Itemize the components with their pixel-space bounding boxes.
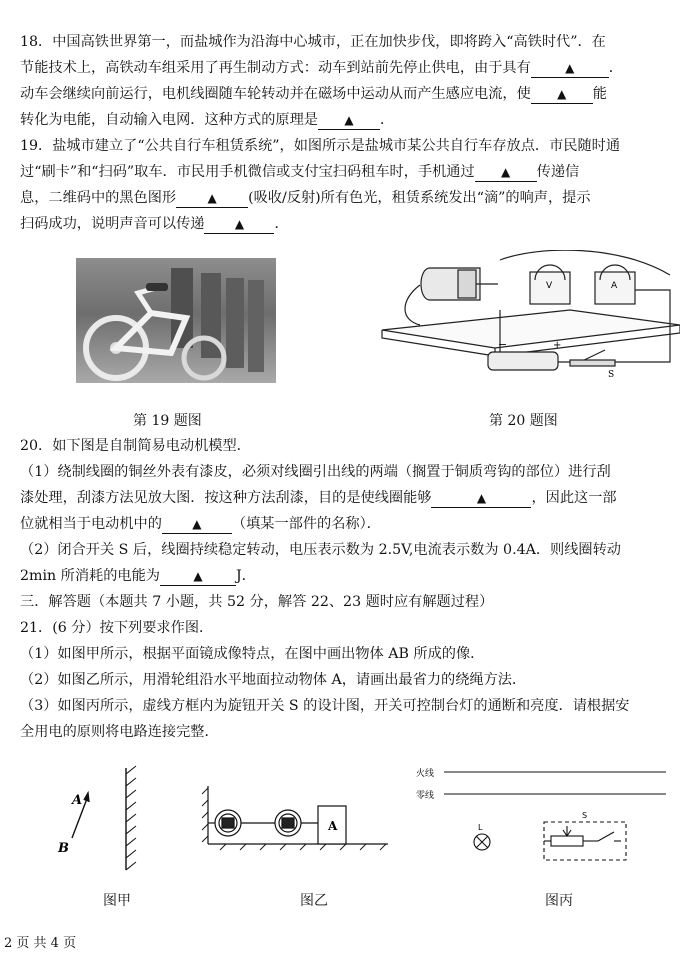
- q21-line4: （3）如图丙所示，虚线方框内为旋钮开关 S 的设计图，开关可控制台灯的通断和亮度．请根据安: [20, 698, 630, 714]
- fig20-caption: 第 20 题图: [489, 413, 558, 429]
- q19-line2: 过“刷卡”和“扫码”取车．市民用手机微信或支付宝扫码租车时，手机通过 ▲ 传递信: [20, 164, 580, 180]
- q21-line1: 21．(6 分）按下列要求作图．: [20, 620, 214, 636]
- voltmeter-label: V: [546, 281, 553, 291]
- neutral-wire-label: 零线: [416, 791, 435, 801]
- plus-label: +: [553, 340, 562, 351]
- answer-blank[interactable]: ▲: [204, 216, 274, 234]
- lamp-label: L: [478, 823, 483, 832]
- q19-line4: 扫码成功，说明声音可以传递 ▲ ．: [20, 216, 289, 232]
- switch-s-label: S: [582, 811, 588, 820]
- q21-line3: （2）如图乙所示，用滑轮组沿水平地面拉动物体 A，请画出最省力的绕绳方法．: [20, 672, 527, 688]
- fig-yi-caption: 图乙: [300, 893, 328, 909]
- answer-blank[interactable]: ▲: [475, 164, 537, 182]
- mirror-figure: [50, 760, 160, 880]
- point-a-label: A: [72, 793, 83, 808]
- q21-line2: （1）如图甲所示，根据平面镜成像特点，在图中画出物体 AB 所成的像．: [20, 646, 485, 662]
- fire-wire-label: 火线: [416, 769, 435, 779]
- q20-line4: 位就相当于电动机中的 ▲ （填某一部件的名称）．: [20, 516, 381, 532]
- q21-line5: 全用电的原则将电路连接完整．: [20, 724, 219, 740]
- q18-line1: 18．中国高铁世界第一，而盐城作为沿海中心城市，正在加快步伐，即将跨入“高铁时代”．在: [20, 34, 606, 50]
- point-b-label: B: [58, 841, 69, 856]
- pulley-figure: [200, 778, 390, 858]
- section3-heading: 三．解答题（本题共 7 小题，共 52 分，解答 22、23 题时应有解题过程）: [20, 594, 494, 610]
- switch-label: S: [608, 370, 615, 380]
- q19-line3: 息，二维码中的黑色图形 ▲ (吸收/反射)所有色光，租赁系统发出“滴”的响声，提示: [20, 190, 591, 206]
- page-footer: 2 页 共 4 页: [4, 936, 77, 951]
- q20-line5: （2）闭合开关 S 后，线圈持续稳定转动，电压表示数为 2.5V,电流表示数为 0.4A．则线圈转动: [20, 542, 621, 558]
- fig19-caption: 第 19 题图: [133, 413, 202, 429]
- motor-circuit-diagram: [380, 250, 680, 380]
- household-circuit-figure: [416, 760, 676, 870]
- answer-blank[interactable]: ▲: [431, 490, 531, 508]
- q20-line3: 漆处理，刮漆方法见放大图．按这种方法刮漆，目的是使线圈能够 ▲ ，因此这一部: [20, 490, 617, 506]
- bicycle-photo: [76, 258, 276, 383]
- q20-line6: 2min 所消耗的电能为 ▲ J．: [20, 568, 256, 584]
- ammeter-label: A: [611, 281, 618, 291]
- answer-blank[interactable]: ▲: [531, 60, 609, 78]
- fig-jia-caption: 图甲: [103, 893, 131, 909]
- q20-line1: 20．如下图是自制简易电动机模型．: [20, 438, 251, 454]
- answer-blank[interactable]: ▲: [318, 112, 380, 130]
- answer-blank[interactable]: ▲: [160, 568, 236, 586]
- minus-label: −: [498, 338, 508, 351]
- q19-line1: 19．盐城市建立了“公共自行车租赁系统”，如图所示是盐城市某公共自行车存放点．市民随时通: [20, 138, 621, 154]
- q18-line3: 动车会继续向前运行，电机线圈随车轮转动并在磁场中运动从而产生感应电流，使 ▲ 能: [20, 86, 607, 102]
- answer-blank[interactable]: ▲: [176, 190, 248, 208]
- q20-line2: （1）绕制线圈的铜丝外表有漆皮，必须对线圈引出线的两端（搁置于铜质弯钩的部位）进行刮: [20, 464, 611, 480]
- answer-blank[interactable]: ▲: [162, 516, 232, 534]
- q18-line4: 转化为电能，自动输入电网．这种方式的原理是 ▲ ．: [20, 112, 395, 128]
- answer-blank[interactable]: ▲: [531, 86, 593, 104]
- fig-bing-caption: 图丙: [545, 893, 573, 909]
- q18-line2: 节能技术上，高铁动车组采用了再生制动方式：动车到站前先停止供电，由于具有 ▲ ．: [20, 60, 623, 76]
- object-a-label: A: [328, 819, 338, 833]
